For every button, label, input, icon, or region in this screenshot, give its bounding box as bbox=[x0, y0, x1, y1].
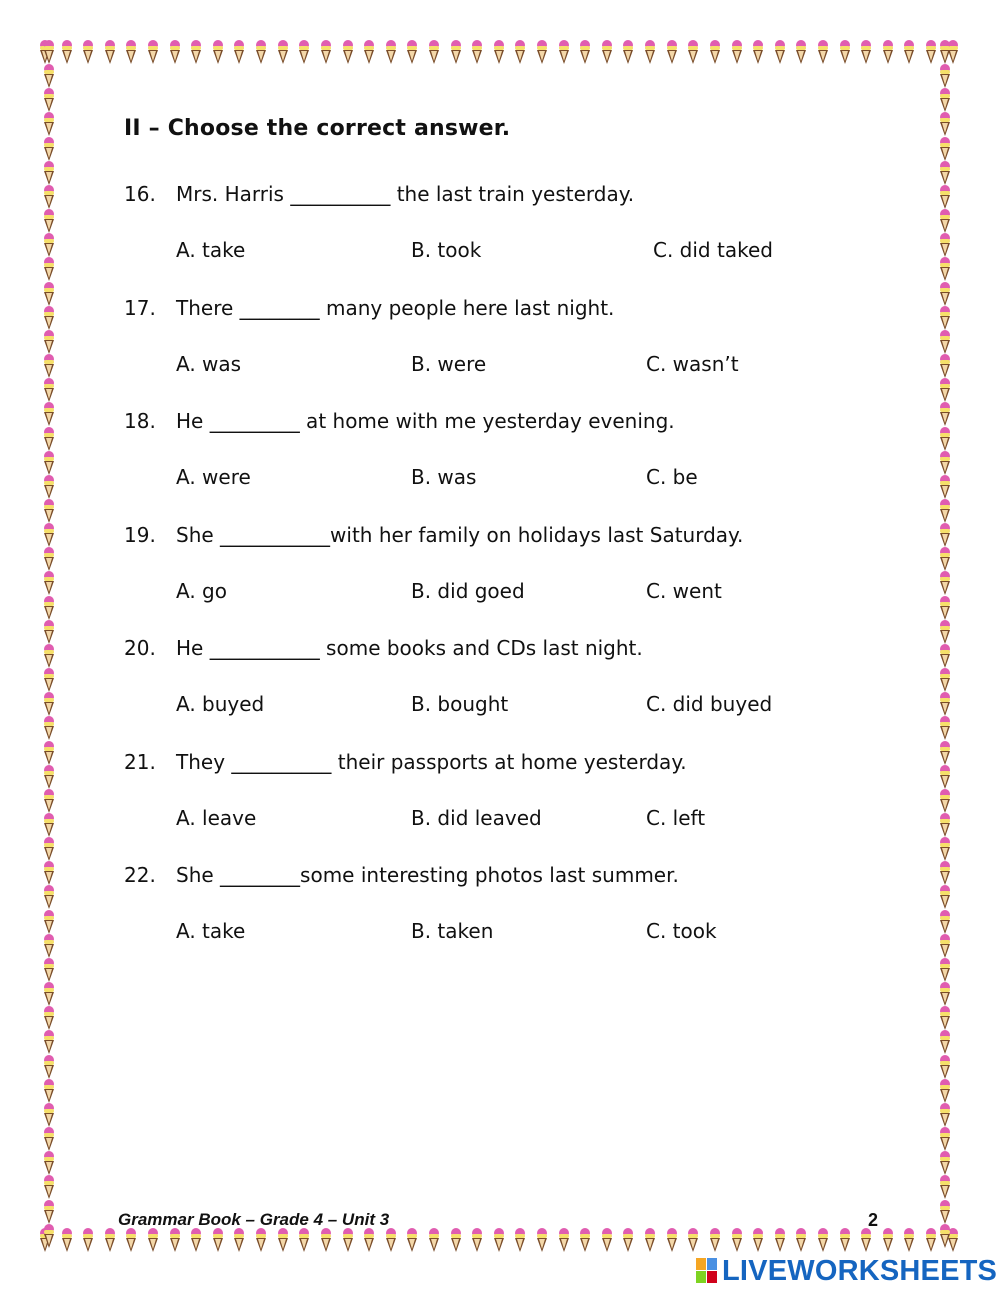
ice-cream-cone-icon bbox=[278, 40, 288, 64]
question-number: 19. bbox=[124, 523, 156, 547]
ice-cream-cone-icon bbox=[44, 1103, 54, 1127]
ice-cream-cone-icon bbox=[940, 1103, 950, 1127]
question-stem bbox=[124, 182, 634, 206]
ice-cream-cone-icon bbox=[861, 40, 871, 64]
ice-cream-cone-icon bbox=[105, 1228, 115, 1252]
ice-cream-cone-icon bbox=[44, 596, 54, 620]
border-right bbox=[936, 40, 954, 1248]
ice-cream-cone-icon bbox=[940, 1175, 950, 1199]
ice-cream-cone-icon bbox=[44, 741, 54, 765]
ice-cream-cone-icon bbox=[44, 306, 54, 330]
ice-cream-cone-icon bbox=[710, 1228, 720, 1252]
ice-cream-cone-icon bbox=[940, 644, 950, 668]
ice-cream-cone-icon bbox=[429, 1228, 439, 1252]
ice-cream-cone-icon bbox=[44, 861, 54, 885]
ice-cream-cone-icon bbox=[645, 1228, 655, 1252]
question-number: 21. bbox=[124, 750, 156, 774]
ice-cream-cone-icon bbox=[83, 40, 93, 64]
ice-cream-cone-icon bbox=[44, 451, 54, 475]
ice-cream-cone-icon bbox=[44, 1055, 54, 1079]
ice-cream-cone-icon bbox=[278, 1228, 288, 1252]
ice-cream-cone-icon bbox=[44, 1175, 54, 1199]
ice-cream-cone-icon bbox=[710, 40, 720, 64]
ice-cream-cone-icon bbox=[44, 1127, 54, 1151]
ice-cream-cone-icon bbox=[940, 765, 950, 789]
ice-cream-cone-icon bbox=[537, 40, 547, 64]
option-c[interactable]: C. did buyed bbox=[646, 692, 773, 716]
ice-cream-cone-icon bbox=[940, 861, 950, 885]
ice-cream-cone-icon bbox=[44, 885, 54, 909]
question-number: 22. bbox=[124, 863, 156, 887]
question-text: He ___________ some books and CDs last night. bbox=[176, 636, 643, 660]
ice-cream-cone-icon bbox=[44, 934, 54, 958]
ice-cream-cone-icon bbox=[732, 1228, 742, 1252]
question-text: She ___________with her family on holidays last Saturday. bbox=[176, 523, 744, 547]
question-stem bbox=[124, 409, 675, 433]
ice-cream-cone-icon bbox=[667, 40, 677, 64]
question-text: He _________ at home with me yesterday evening. bbox=[176, 409, 675, 433]
ice-cream-cone-icon bbox=[44, 1079, 54, 1103]
ice-cream-cone-icon bbox=[234, 1228, 244, 1252]
liveworksheets-logo[interactable] bbox=[696, 1256, 997, 1286]
ice-cream-cone-icon bbox=[940, 257, 950, 281]
ice-cream-cone-icon bbox=[926, 1228, 936, 1252]
ice-cream-cone-icon bbox=[940, 378, 950, 402]
ice-cream-cone-icon bbox=[515, 1228, 525, 1252]
ice-cream-cone-icon bbox=[429, 40, 439, 64]
ice-cream-cone-icon bbox=[343, 1228, 353, 1252]
ice-cream-cone-icon bbox=[256, 1228, 266, 1252]
question-stem bbox=[124, 523, 743, 547]
ice-cream-cone-icon bbox=[191, 1228, 201, 1252]
border-bottom bbox=[40, 1228, 958, 1254]
ice-cream-cone-icon bbox=[796, 40, 806, 64]
question-text: Mrs. Harris __________ the last train yesterday. bbox=[176, 182, 635, 206]
ice-cream-cone-icon bbox=[44, 789, 54, 813]
ice-cream-cone-icon bbox=[537, 1228, 547, 1252]
option-c[interactable]: C. be bbox=[646, 465, 698, 489]
question-20 bbox=[124, 636, 884, 750]
option-a[interactable]: A. take bbox=[176, 238, 246, 262]
ice-cream-cone-icon bbox=[451, 1228, 461, 1252]
question-number: 20. bbox=[124, 636, 156, 660]
ice-cream-cone-icon bbox=[940, 958, 950, 982]
ice-cream-cone-icon bbox=[44, 1224, 54, 1248]
option-a[interactable]: A. leave bbox=[176, 806, 257, 830]
ice-cream-cone-icon bbox=[386, 40, 396, 64]
ice-cream-cone-icon bbox=[170, 1228, 180, 1252]
ice-cream-cone-icon bbox=[343, 40, 353, 64]
ice-cream-cone-icon bbox=[515, 40, 525, 64]
ice-cream-cone-icon bbox=[926, 40, 936, 64]
ice-cream-cone-icon bbox=[940, 596, 950, 620]
option-a[interactable]: A. go bbox=[176, 579, 227, 603]
ice-cream-cone-icon bbox=[940, 137, 950, 161]
ice-cream-cone-icon bbox=[62, 40, 72, 64]
option-a[interactable]: A. take bbox=[176, 919, 246, 943]
ice-cream-cone-icon bbox=[775, 1228, 785, 1252]
ice-cream-cone-icon bbox=[940, 306, 950, 330]
ice-cream-cone-icon bbox=[904, 1228, 914, 1252]
ice-cream-cone-icon bbox=[940, 837, 950, 861]
ice-cream-cone-icon bbox=[775, 40, 785, 64]
ice-cream-cone-icon bbox=[940, 620, 950, 644]
ice-cream-cone-icon bbox=[44, 88, 54, 112]
ice-cream-cone-icon bbox=[126, 40, 136, 64]
question-22 bbox=[124, 863, 884, 977]
ice-cream-cone-icon bbox=[44, 64, 54, 88]
ice-cream-cone-icon bbox=[44, 475, 54, 499]
ice-cream-cone-icon bbox=[407, 40, 417, 64]
ice-cream-cone-icon bbox=[559, 40, 569, 64]
ice-cream-cone-icon bbox=[940, 1055, 950, 1079]
ice-cream-cone-icon bbox=[840, 1228, 850, 1252]
ice-cream-cone-icon bbox=[940, 88, 950, 112]
border-top bbox=[40, 40, 958, 66]
ice-cream-cone-icon bbox=[44, 233, 54, 257]
ice-cream-cone-icon bbox=[44, 427, 54, 451]
ice-cream-cone-icon bbox=[44, 523, 54, 547]
ice-cream-cone-icon bbox=[44, 402, 54, 426]
ice-cream-cone-icon bbox=[796, 1228, 806, 1252]
ice-cream-cone-icon bbox=[940, 402, 950, 426]
ice-cream-cone-icon bbox=[44, 257, 54, 281]
ice-cream-cone-icon bbox=[105, 40, 115, 64]
ice-cream-cone-icon bbox=[940, 499, 950, 523]
ice-cream-cone-icon bbox=[148, 1228, 158, 1252]
option-a[interactable]: A. were bbox=[176, 465, 251, 489]
ice-cream-cone-icon bbox=[940, 161, 950, 185]
ice-cream-cone-icon bbox=[299, 40, 309, 64]
option-c[interactable]: C. left bbox=[646, 806, 706, 830]
ice-cream-cone-icon bbox=[44, 716, 54, 740]
ice-cream-cone-icon bbox=[44, 692, 54, 716]
option-a[interactable]: A. buyed bbox=[176, 692, 265, 716]
ice-cream-cone-icon bbox=[940, 1079, 950, 1103]
ice-cream-cone-icon bbox=[44, 982, 54, 1006]
ice-cream-cone-icon bbox=[44, 1006, 54, 1030]
ice-cream-cone-icon bbox=[840, 40, 850, 64]
ice-cream-cone-icon bbox=[44, 765, 54, 789]
ice-cream-cone-icon bbox=[940, 112, 950, 136]
option-c[interactable]: C. went bbox=[646, 579, 722, 603]
ice-cream-cone-icon bbox=[494, 1228, 504, 1252]
ice-cream-cone-icon bbox=[44, 813, 54, 837]
ice-cream-cone-icon bbox=[602, 1228, 612, 1252]
ice-cream-cone-icon bbox=[940, 354, 950, 378]
ice-cream-cone-icon bbox=[44, 40, 54, 64]
ice-cream-cone-icon bbox=[44, 958, 54, 982]
option-b[interactable]: B. did leaved bbox=[411, 806, 542, 830]
ice-cream-cone-icon bbox=[126, 1228, 136, 1252]
ice-cream-cone-icon bbox=[940, 64, 950, 88]
ice-cream-cone-icon bbox=[940, 692, 950, 716]
ice-cream-cone-icon bbox=[170, 40, 180, 64]
ice-cream-cone-icon bbox=[940, 885, 950, 909]
ice-cream-cone-icon bbox=[940, 1200, 950, 1224]
ice-cream-cone-icon bbox=[940, 910, 950, 934]
ice-cream-cone-icon bbox=[299, 1228, 309, 1252]
question-stem bbox=[124, 296, 614, 320]
option-b[interactable]: B. were bbox=[411, 352, 487, 376]
ice-cream-cone-icon bbox=[940, 741, 950, 765]
ice-cream-cone-icon bbox=[213, 1228, 223, 1252]
ice-cream-cone-icon bbox=[645, 40, 655, 64]
option-b[interactable]: B. was bbox=[411, 465, 477, 489]
ice-cream-cone-icon bbox=[148, 40, 158, 64]
option-b[interactable]: B. taken bbox=[411, 919, 494, 943]
ice-cream-cone-icon bbox=[44, 1151, 54, 1175]
liveworksheets-logo-icon bbox=[696, 1258, 718, 1284]
ice-cream-cone-icon bbox=[940, 209, 950, 233]
ice-cream-cone-icon bbox=[940, 523, 950, 547]
ice-cream-cone-icon bbox=[940, 571, 950, 595]
question-18 bbox=[124, 409, 884, 523]
ice-cream-cone-icon bbox=[940, 40, 950, 64]
ice-cream-cone-icon bbox=[688, 1228, 698, 1252]
ice-cream-cone-icon bbox=[940, 1127, 950, 1151]
ice-cream-cone-icon bbox=[623, 1228, 633, 1252]
ice-cream-cone-icon bbox=[234, 40, 244, 64]
option-b[interactable]: B. did goed bbox=[411, 579, 525, 603]
ice-cream-cone-icon bbox=[44, 209, 54, 233]
ice-cream-cone-icon bbox=[364, 1228, 374, 1252]
ice-cream-cone-icon bbox=[256, 40, 266, 64]
ice-cream-cone-icon bbox=[688, 40, 698, 64]
question-19 bbox=[124, 523, 884, 637]
ice-cream-cone-icon bbox=[191, 40, 201, 64]
ice-cream-cone-icon bbox=[44, 571, 54, 595]
ice-cream-cone-icon bbox=[44, 161, 54, 185]
ice-cream-cone-icon bbox=[940, 547, 950, 571]
question-stem bbox=[124, 636, 643, 660]
ice-cream-cone-icon bbox=[940, 427, 950, 451]
ice-cream-cone-icon bbox=[883, 1228, 893, 1252]
question-text: They __________ their passports at home yesterday. bbox=[176, 750, 687, 774]
ice-cream-cone-icon bbox=[62, 1228, 72, 1252]
question-21 bbox=[124, 750, 884, 864]
ice-cream-cone-icon bbox=[940, 1151, 950, 1175]
option-a[interactable]: A. was bbox=[176, 352, 242, 376]
ice-cream-cone-icon bbox=[940, 813, 950, 837]
ice-cream-cone-icon bbox=[667, 1228, 677, 1252]
ice-cream-cone-icon bbox=[494, 40, 504, 64]
section-heading: II – Choose the correct answer. bbox=[124, 116, 511, 141]
ice-cream-cone-icon bbox=[44, 1200, 54, 1224]
ice-cream-cone-icon bbox=[213, 40, 223, 64]
ice-cream-cone-icon bbox=[883, 40, 893, 64]
ice-cream-cone-icon bbox=[83, 1228, 93, 1252]
ice-cream-cone-icon bbox=[732, 40, 742, 64]
ice-cream-cone-icon bbox=[44, 354, 54, 378]
ice-cream-cone-icon bbox=[44, 137, 54, 161]
ice-cream-cone-icon bbox=[386, 1228, 396, 1252]
option-b[interactable]: B. bought bbox=[411, 692, 509, 716]
ice-cream-cone-icon bbox=[940, 451, 950, 475]
ice-cream-cone-icon bbox=[940, 282, 950, 306]
ice-cream-cone-icon bbox=[364, 40, 374, 64]
ice-cream-cone-icon bbox=[44, 282, 54, 306]
ice-cream-cone-icon bbox=[44, 1030, 54, 1054]
ice-cream-cone-icon bbox=[940, 668, 950, 692]
ice-cream-cone-icon bbox=[44, 837, 54, 861]
ice-cream-cone-icon bbox=[44, 644, 54, 668]
option-c[interactable]: C. took bbox=[646, 919, 717, 943]
ice-cream-cone-icon bbox=[940, 330, 950, 354]
option-c[interactable]: C. wasn’t bbox=[646, 352, 739, 376]
liveworksheets-brand: LIVEWORKSHEETS bbox=[722, 1254, 998, 1287]
ice-cream-cone-icon bbox=[940, 1006, 950, 1030]
ice-cream-cone-icon bbox=[472, 40, 482, 64]
ice-cream-cone-icon bbox=[940, 716, 950, 740]
ice-cream-cone-icon bbox=[623, 40, 633, 64]
ice-cream-cone-icon bbox=[753, 1228, 763, 1252]
ice-cream-cone-icon bbox=[861, 1228, 871, 1252]
option-c[interactable]: C. did taked bbox=[653, 238, 773, 262]
ice-cream-cone-icon bbox=[818, 1228, 828, 1252]
ice-cream-cone-icon bbox=[940, 1224, 950, 1248]
ice-cream-cone-icon bbox=[818, 40, 828, 64]
ice-cream-cone-icon bbox=[407, 1228, 417, 1252]
ice-cream-cone-icon bbox=[44, 330, 54, 354]
ice-cream-cone-icon bbox=[44, 499, 54, 523]
ice-cream-cone-icon bbox=[451, 40, 461, 64]
ice-cream-cone-icon bbox=[472, 1228, 482, 1252]
page-number: 2 bbox=[868, 1210, 879, 1230]
option-b[interactable]: B. took bbox=[411, 238, 482, 262]
question-number: 17. bbox=[124, 296, 156, 320]
ice-cream-cone-icon bbox=[44, 910, 54, 934]
question-number: 16. bbox=[124, 182, 156, 206]
ice-cream-cone-icon bbox=[940, 1030, 950, 1054]
ice-cream-cone-icon bbox=[44, 668, 54, 692]
ice-cream-cone-icon bbox=[580, 1228, 590, 1252]
ice-cream-cone-icon bbox=[602, 40, 612, 64]
ice-cream-cone-icon bbox=[940, 982, 950, 1006]
ice-cream-cone-icon bbox=[44, 547, 54, 571]
ice-cream-cone-icon bbox=[44, 378, 54, 402]
ice-cream-cone-icon bbox=[44, 620, 54, 644]
ice-cream-cone-icon bbox=[940, 475, 950, 499]
ice-cream-cone-icon bbox=[940, 934, 950, 958]
border-left bbox=[40, 40, 58, 1248]
ice-cream-cone-icon bbox=[753, 40, 763, 64]
question-number: 18. bbox=[124, 409, 156, 433]
ice-cream-cone-icon bbox=[321, 1228, 331, 1252]
question-16 bbox=[124, 182, 884, 296]
question-17 bbox=[124, 296, 884, 410]
ice-cream-cone-icon bbox=[559, 1228, 569, 1252]
question-stem bbox=[124, 750, 687, 774]
question-text: She ________some interesting photos last summer. bbox=[176, 863, 679, 887]
ice-cream-cone-icon bbox=[940, 789, 950, 813]
ice-cream-cone-icon bbox=[580, 40, 590, 64]
ice-cream-cone-icon bbox=[44, 112, 54, 136]
question-text: There ________ many people here last night. bbox=[176, 296, 615, 320]
ice-cream-cone-icon bbox=[321, 40, 331, 64]
ice-cream-cone-icon bbox=[904, 40, 914, 64]
ice-cream-cone-icon bbox=[940, 233, 950, 257]
footer-book-title: Grammar Book – Grade 4 – Unit 3 bbox=[118, 1210, 390, 1229]
ice-cream-cone-icon bbox=[940, 185, 950, 209]
ice-cream-cone-icon bbox=[44, 185, 54, 209]
question-stem bbox=[124, 863, 679, 887]
